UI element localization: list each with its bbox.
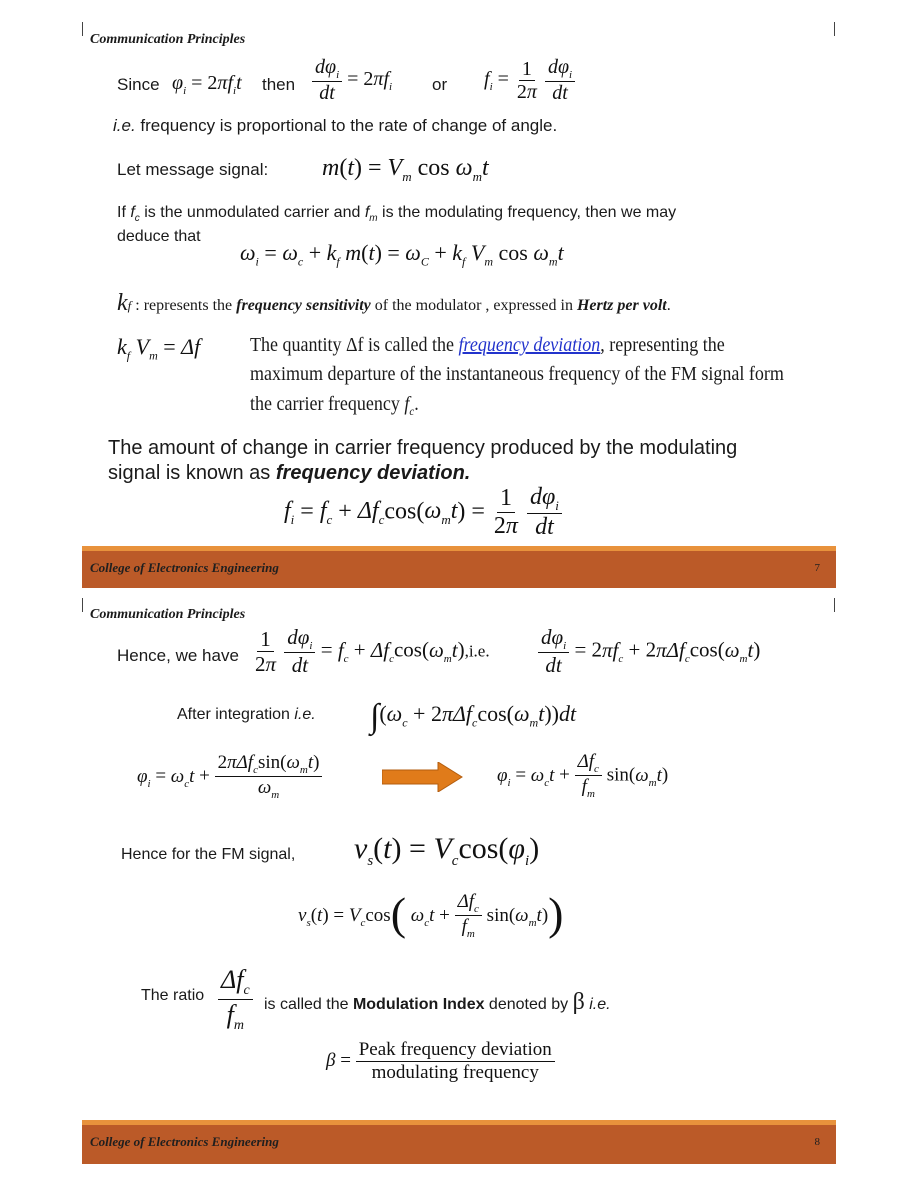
message-equation: $m(t) = V_m$ $\cos \omega_mt$ <box>322 155 489 184</box>
frequency-deviation-link[interactable]: frequency deviation <box>458 334 601 356</box>
kf-vm-equation: $k_f$ $V_m = \Delta f$ <box>117 334 201 363</box>
vs-expanded-equation: $v_s(t) = V_c\cos$( $\omega_ct$ + $\frac{\Delta f_c}{f_m}$ $\sin(\omega_mt)$) <box>298 888 564 941</box>
page8-header: Communication Principles <box>90 607 246 622</box>
kf-rest: of the modulator , expressed in <box>370 297 577 314</box>
right-arrow-icon <box>382 762 464 792</box>
page7-right-mark <box>834 22 835 36</box>
ie-text: frequency is proportional to the rate of change of angle. <box>135 116 558 135</box>
hence-equation-1: $\frac{1}{2\pi}$ $\frac{d\varphi_i}{dt}$ = $f_c + \Delta f_c\cos(\omega_mt),i.e$. <box>255 625 490 678</box>
hence-equation-2: $\frac{d\varphi_i}{dt}$ = $2\pi f_c + 2\pi\Delta f_c\cos(\omega_mt)$ <box>538 626 760 677</box>
kf-end: . <box>666 297 671 314</box>
page8-left-mark <box>82 598 83 612</box>
ie-mid: ,i.e. <box>464 641 490 661</box>
page8-right-mark <box>834 598 835 612</box>
amount-line-2-bold: frequency deviation. <box>275 462 471 484</box>
omega-i-equation: $\omega_i = \omega_c + k_f$ $m(t) = \omega_C + k_f$ $V_m$ $\cos \omega_mt$ <box>240 240 564 269</box>
quantity-line-1 <box>250 334 725 357</box>
if-text-3: is the modulating frequency, then we may <box>377 204 677 221</box>
kf-unit: Hertz per volt <box>576 297 667 314</box>
ratio-text <box>264 989 611 1016</box>
beta-symbol: β <box>572 989 585 1015</box>
fi-equation: $f_i$ = $\frac{1}{2\pi}$ $\frac{d\varphi_i}{dt}$ <box>484 56 575 105</box>
carrier-note: If $f_c$ is the unmodulated carrier and $f_m$ is the modulating frequency, then we may <box>117 204 677 225</box>
ratio-post: denoted by <box>484 996 573 1013</box>
kf-definition: kf : represents the frequency sensitivity of the modulator , expressed in Hertz per volt. <box>117 290 671 316</box>
quantity-line-3-text: the carrier frequency <box>250 393 405 415</box>
if-text-1: If <box>117 204 131 221</box>
amount-line-2-pre: signal is known as <box>108 462 276 484</box>
ratio-fraction: $\frac{\Delta f_c}{f_m}$ <box>218 966 253 1034</box>
after-label-pre: After integration <box>177 706 295 723</box>
phi-i-equation: $\varphi_i = 2\pi f_it$ <box>172 72 242 97</box>
ie-prefix: i.e. <box>113 116 136 135</box>
after-label-it: i.e. <box>294 706 316 723</box>
integral-equation: $\int(\omega_c + 2\pi\Delta f_c\cos(\omega_mt))dt$ <box>370 698 577 735</box>
kf-bold: frequency sensitivity <box>236 297 371 314</box>
or-label: or <box>432 75 448 94</box>
page7-footer-text: College of Electronics Engineering <box>90 560 279 575</box>
hence-label: Hence, we have <box>117 646 239 665</box>
page8-number: 8 <box>814 1136 820 1148</box>
phi-i-simplified: $\varphi_i = \omega_ct$ + $\frac{\Delta f_c}{f_m}$ $\sin(\omega_mt)$ <box>497 751 669 800</box>
quantity-post: , representing the <box>600 334 725 356</box>
page7-footer <box>82 551 836 588</box>
quantity-line-3: the carrier frequency $f_c$. <box>250 393 419 418</box>
amount-line-1: The amount of change in carrier frequency produced by the modulating <box>108 437 738 459</box>
page7-header: Communication Principles <box>90 32 246 47</box>
beta-numerator: Peak frequency deviation <box>356 1040 555 1062</box>
quantity-line-2: maximum departure of the instantaneous frequency of the FM signal form <box>250 363 784 385</box>
proportional-note <box>113 116 557 136</box>
page8-footer-text: College of Electronics Engineering <box>90 1134 279 1149</box>
quantity-pre: The quantity Δf is called the <box>250 334 459 356</box>
page8-footer <box>82 1125 836 1164</box>
after-integration-label <box>177 706 316 724</box>
dphi-dt-equation: $\frac{d\varphi_i}{dt}$ = $2\pi f_i$ <box>312 56 392 105</box>
vs-equation: $v_s(t) = V_c\cos(\varphi_i)$ <box>354 832 540 869</box>
beta-equation: β = $\frac{\text{Peak frequency deviation}}{\text{modulating frequency}}$ <box>326 1040 555 1084</box>
page7-number: 7 <box>814 562 820 574</box>
amount-line-2 <box>108 462 470 485</box>
kf-sep: : represents the <box>131 297 237 314</box>
fi-deviation-equation: $f_i = f_c + \Delta f_c\cos(\omega_mt)$ = $\frac{1}{2\pi}$ $\frac{d\varphi_i}{dt}$ <box>284 484 562 542</box>
deduce-label: deduce that <box>117 228 201 245</box>
since-label: Since <box>117 75 160 94</box>
page7-left-mark <box>82 22 83 36</box>
beta-denominator: modulating frequency <box>371 1061 539 1083</box>
ratio-mid: is called the <box>264 996 353 1013</box>
fm-signal-label: Hence for the FM signal, <box>121 846 296 863</box>
ratio-pre: The ratio <box>141 987 205 1004</box>
message-label: Let message signal: <box>117 160 269 179</box>
phi-i-integrated: $\varphi_i = \omega_ct$ + $\frac{2\pi\Delta f_c\sin(\omega_mt)}{\omega_m}$ <box>137 753 322 801</box>
if-text-2: is the unmodulated carrier and <box>139 204 365 221</box>
ratio-ie: i.e. <box>584 996 611 1013</box>
ratio-bold: Modulation Index <box>352 996 485 1013</box>
then-label: then <box>262 75 296 94</box>
